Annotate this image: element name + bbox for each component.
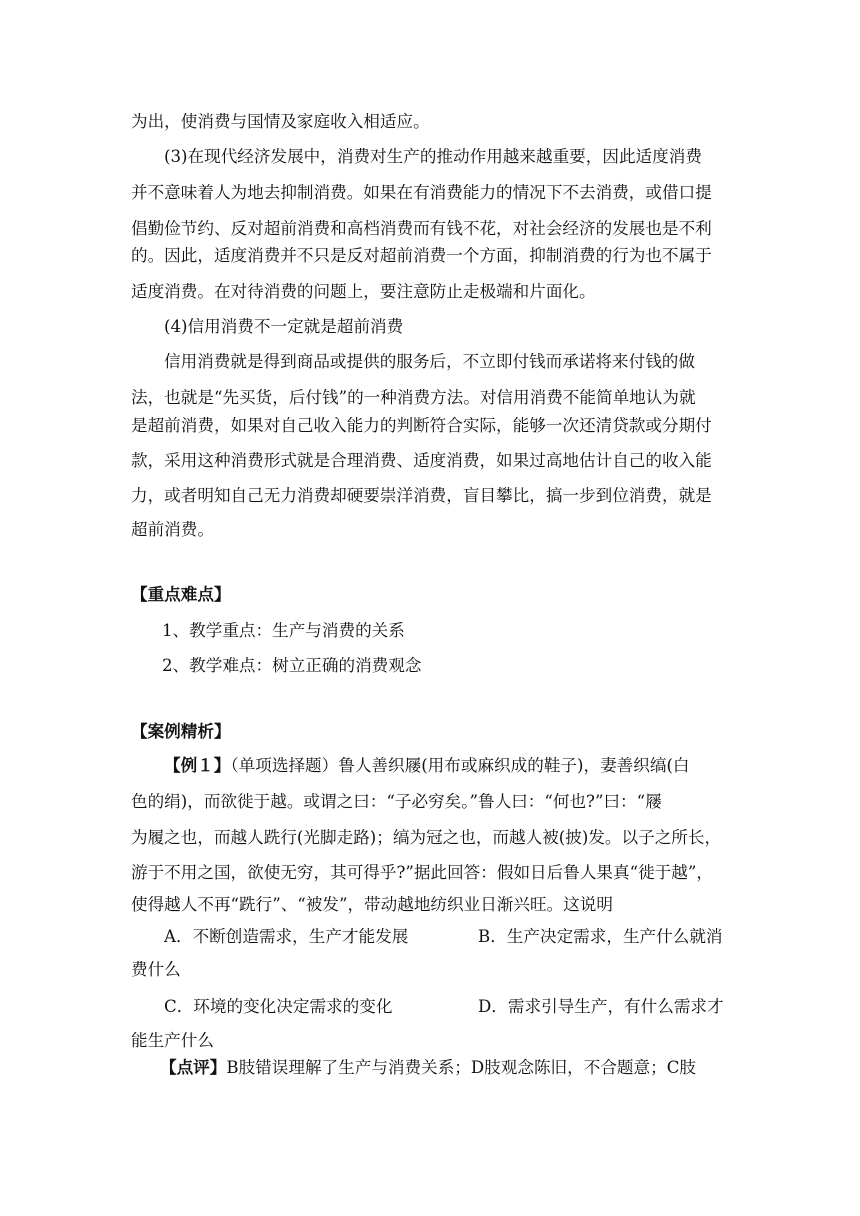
example-label: 【例１】 [164, 756, 231, 775]
example-first-line [164, 756, 732, 776]
example-line: 色的绢)，而欲徙于越。或谓之曰：“子必穷矣。”鲁人曰：“何也?”曰：“屦 [131, 792, 662, 811]
paragraph-4-line: 力，或者明知自己无力消费却硬要崇洋消费，盲目攀比，搞一步到位消费，就是 [131, 486, 712, 505]
comment-text: B肢错误理解了生产与消费关系；D肢观念陈旧，不合题意；C肢 [226, 1058, 697, 1077]
comment-line [160, 1058, 732, 1078]
paragraph-line: 为出，使消费与国情及家庭收入相适应。 [131, 112, 430, 131]
example-line: 为履之也，而越人跣行(光脚走路)；缟为冠之也，而越人被(披)发。以子之所长， [131, 828, 722, 847]
comment-label: 【点评】 [160, 1058, 227, 1077]
paragraph-3-line: 的。因此，适度消费并不只是反对超前消费一个方面，抑制消费的行为也不属于 [131, 246, 712, 265]
option-b-continued: 费什么 [131, 960, 181, 979]
paragraph-4-title: (4)信用消费不一定就是超前消费 [164, 317, 404, 336]
option-d: D．需求引导生产，有什么需求才 [478, 997, 724, 1016]
example-line: 游于不用之国，欲使无穷，其可得乎?”据此回答：假如日后鲁人果真“徙于越”， [131, 863, 713, 882]
option-d-continued: 能生产什么 [131, 1031, 214, 1050]
example-text: （单项选择题）鲁人善织屦(用布或麻织成的鞋子)，妻善织缟(白 [230, 756, 690, 775]
paragraph-3-line: 倡勤俭节约、反对超前消费和高档消费而有钱不花，对社会经济的发展也是不利 [131, 219, 712, 238]
paragraph-4-line: 法，也就是“先买货，后付钱”的一种消费方法。对信用消费不能简单地认为就 [131, 388, 696, 407]
key-point-item: 1、教学重点：生产与消费的关系 [162, 621, 405, 640]
paragraph-4-line: 款，采用这种消费形式就是合理消费、适度消费，如果过高地估计自己的收入能 [131, 451, 712, 470]
paragraph-3-line: 并不意味着人为地去抑制消费。如果在有消费能力的情况下不去消费，或借口提 [131, 183, 712, 202]
option-a: A．不断创造需求，生产才能发展 [164, 927, 409, 946]
paragraph-4-line: 信用消费就是得到商品或提供的服务后，不立即付钱而承诺将来付钱的做 [164, 352, 695, 371]
paragraph-3-line: (3)在现代经济发展中，消费对生产的推动作用越来越重要，因此适度消费 [164, 147, 702, 166]
paragraph-4-line: 超前消费。 [131, 520, 214, 539]
example-line: 使得越人不再“跣行”、“被发”，带动越地纺织业日渐兴旺。这说明 [131, 895, 613, 914]
key-points-heading: 【重点难点】 [131, 585, 231, 604]
paragraph-4-line: 是超前消费，如果对自己收入能力的判断符合实际，能够一次还清贷款或分期付 [131, 416, 712, 435]
key-point-item: 2、教学难点：树立正确的消费观念 [162, 656, 422, 675]
paragraph-3-line: 适度消费。在对待消费的问题上，要注意防止走极端和片面化。 [131, 282, 596, 301]
case-analysis-heading: 【案例精析】 [131, 722, 231, 741]
option-b: B．生产决定需求，生产什么就消 [478, 927, 723, 946]
option-c: C．环境的变化决定需求的变化 [164, 997, 393, 1016]
